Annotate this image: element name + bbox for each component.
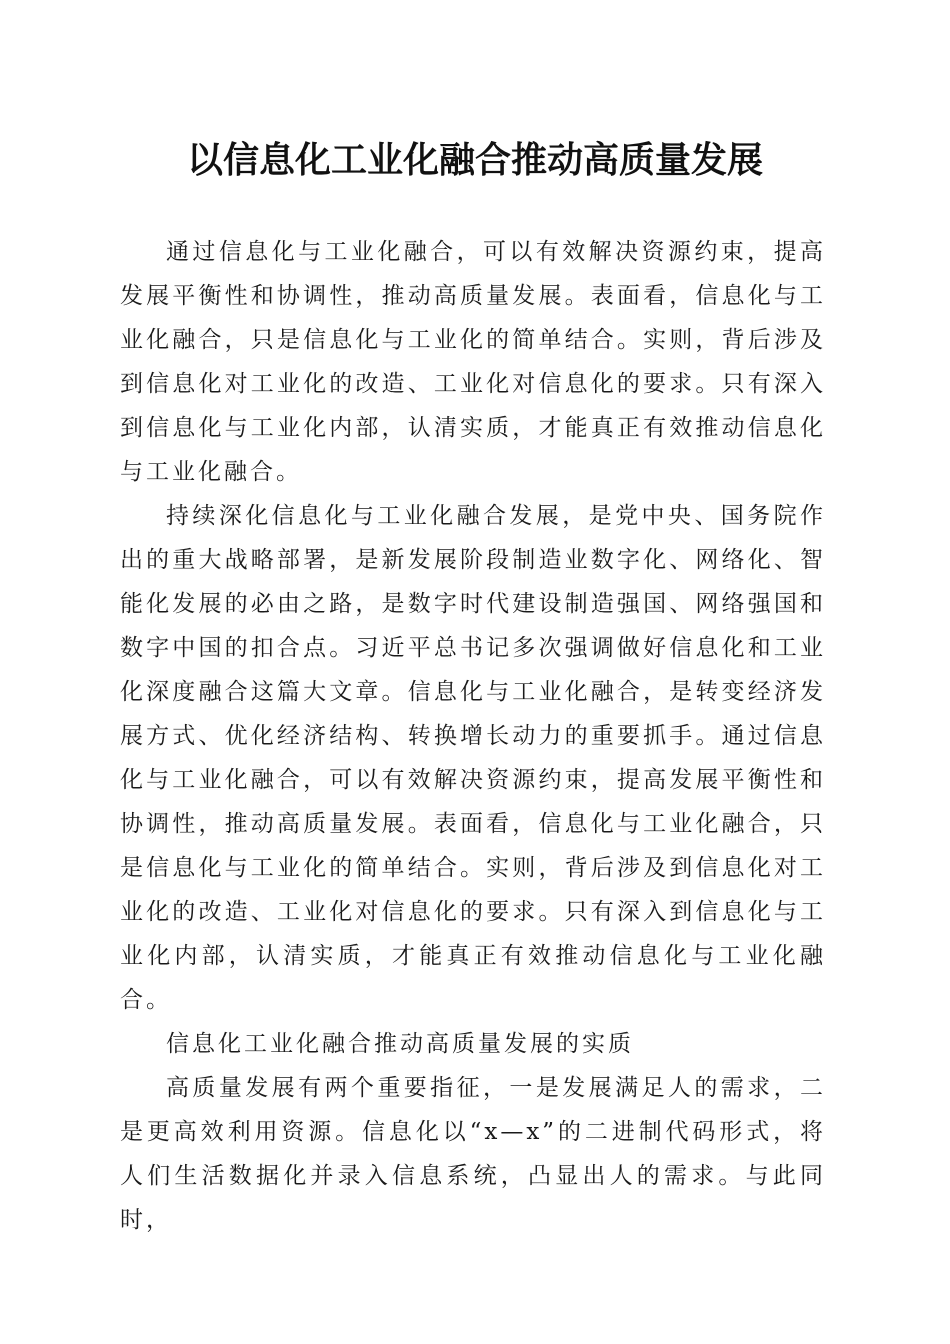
paragraph-3: 高质量发展有两个重要指征，一是发展满足人的需求，二是更高效利用资源。信息化以“x—x”的二进制代码形式，将人们生活数据化并录入信息系统，凸显出人的需求。与此同时， — [120, 1075, 826, 1233]
paragraph-2: 持续深化信息化与工业化融合发展，是党中央、国务院作出的重大战略部署，是新发展阶段制造业数字化、网络化、智能化发展的必由之路，是数字时代建设制造强国、网络强国和数字中国的扣合点。习近平总书记多次强调做好信息化和工业化深度融合这篇大文章。信息化与工业化融合，是转变经济发展方式、优化经济结构、转换增长动力的重要抓手。通过信息化与工业化融合，可以有效解决资源约束，提高发展平衡性和协调性，推动高质量发展。表面看，信息化与工业化融合，只是信息化与工业化的简单结合。实则，背后涉及到信息化对工业化的改造、工业化对信息化的要求。只有深入到信息化与工业化内部，认清实质，才能真正有效推动信息化与工业化融合。 — [120, 503, 826, 1013]
document-body — [120, 230, 826, 1242]
paragraph-1: 通过信息化与工业化融合，可以有效解决资源约束，提高发展平衡性和协调性，推动高质量发展。表面看，信息化与工业化融合，只是信息化与工业化的简单结合。实则，背后涉及到信息化对工业化的改造、工业化对信息化的要求。只有深入到信息化与工业化内部，认清实质，才能真正有效推动信息化与工业化融合。 — [120, 239, 826, 485]
document-title: 以信息化工业化融合推动高质量发展 — [186, 139, 763, 181]
section-heading: 信息化工业化融合推动高质量发展的实质 — [166, 1031, 634, 1057]
